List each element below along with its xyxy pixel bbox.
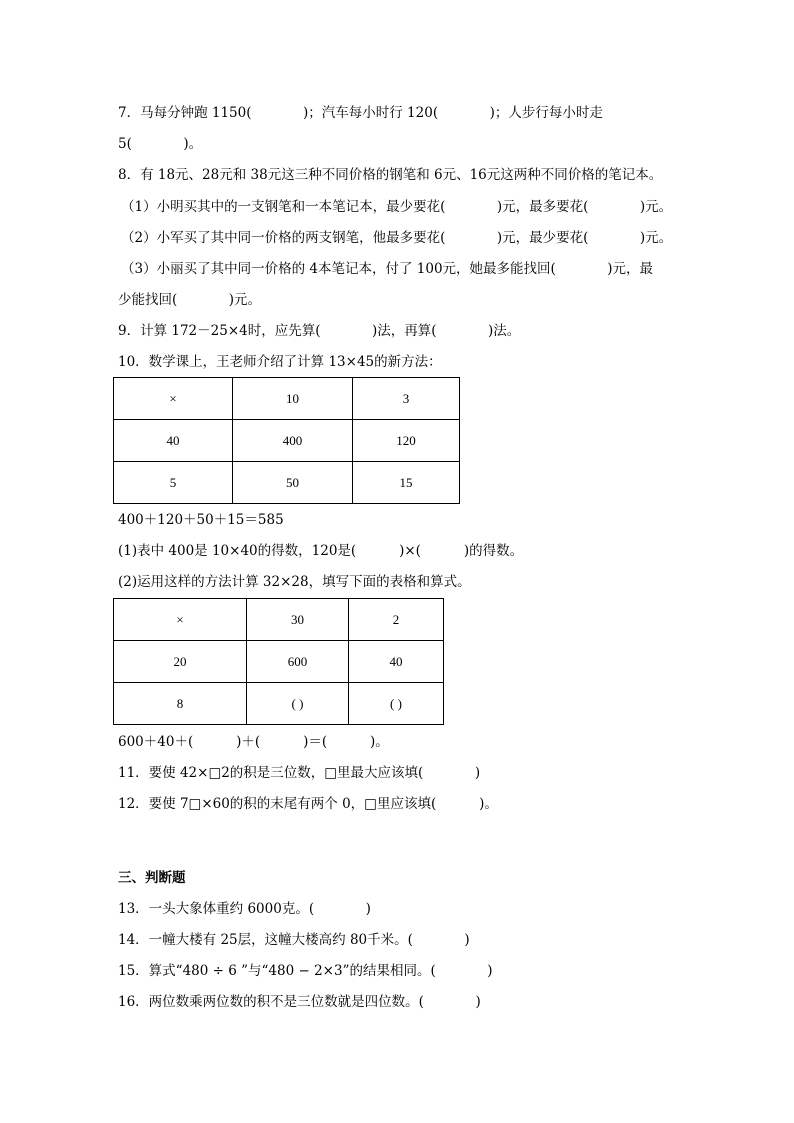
table1-cell: ×: [114, 378, 233, 420]
table1-cell: 10: [233, 378, 353, 420]
question-10-sub-1: (1)表中 400是 10×40的得数，120是( )×( )的得数。: [118, 543, 524, 559]
question-7-line-1: 7．马每分钟跑 1150( )；汽车每小时行 120( )；人步行每小时走: [118, 105, 603, 121]
question-13: 13．一头大象体重约 6000克。( ): [118, 901, 371, 917]
multiplication-table-32x28: [113, 598, 444, 725]
question-11: 11．要使 42×□2的积是三位数，□里最大应该填( ): [118, 765, 481, 781]
table2-cell: 20: [114, 641, 247, 683]
table2-cell: 40: [349, 641, 444, 683]
table1-cell: 400: [233, 420, 353, 462]
equation-2: 600＋40＋( )＋( )＝( )。: [118, 734, 389, 750]
question-8-stem: 8．有 18元、28元和 38元这三种不同价格的钢笔和 6元、16元这两种不同价格的笔记本。: [118, 167, 663, 183]
question-8-part-2: （2）小军买了其中同一价格的两支钢笔，他最多要花( )元，最少要花( )元。: [121, 230, 673, 246]
table2-answer-blank: ( ): [349, 683, 444, 725]
question-10-stem: 10．数学课上，王老师介绍了计算 13×45的新方法：: [118, 354, 442, 370]
multiplication-table-13x45: [113, 377, 460, 504]
table2-cell: 8: [114, 683, 247, 725]
question-14: 14．一幢大楼有 25层，这幢大楼高约 80千米。( ): [118, 932, 470, 948]
table1-cell: 15: [353, 462, 460, 504]
table1-cell: 5: [114, 462, 233, 504]
question-15: 15．算式“480 ÷ 6 ”与“480 − 2×3”的结果相同。( ): [118, 963, 493, 979]
question-8-part-3b: 少能找回( )元。: [118, 292, 262, 308]
section-3-heading: 三、判断题: [118, 870, 186, 886]
question-8-part-1: （1）小明买其中的一支钢笔和一本笔记本，最少要花( )元，最多要花( )元。: [121, 199, 673, 215]
table2-answer-blank: ( ): [247, 683, 349, 725]
table2-cell: 30: [247, 599, 349, 641]
table1-cell: 50: [233, 462, 353, 504]
question-10-sub-2: (2)运用这样的方法计算 32×28，填写下面的表格和算式。: [118, 574, 471, 590]
question-16: 16．两位数乘两位数的积不是三位数就是四位数。( ): [118, 994, 481, 1010]
question-12: 12．要使 7□×60的积的末尾有两个 0，□里应该填( )。: [118, 796, 498, 812]
question-8-part-3a: （3）小丽买了其中同一价格的 4本笔记本，付了 100元，她最多能找回( )元，最: [121, 261, 654, 277]
table1-cell: 40: [114, 420, 233, 462]
table2-cell: 2: [349, 599, 444, 641]
table1-cell: 120: [353, 420, 460, 462]
question-9: 9．计算 172－25×4时，应先算( )法，再算( )法。: [118, 323, 521, 339]
table2-cell: ×: [114, 599, 247, 641]
question-7-line-2: 5( )。: [118, 136, 203, 152]
equation-1: 400＋120＋50＋15＝585: [118, 512, 284, 528]
table1-cell: 3: [353, 378, 460, 420]
table2-cell: 600: [247, 641, 349, 683]
